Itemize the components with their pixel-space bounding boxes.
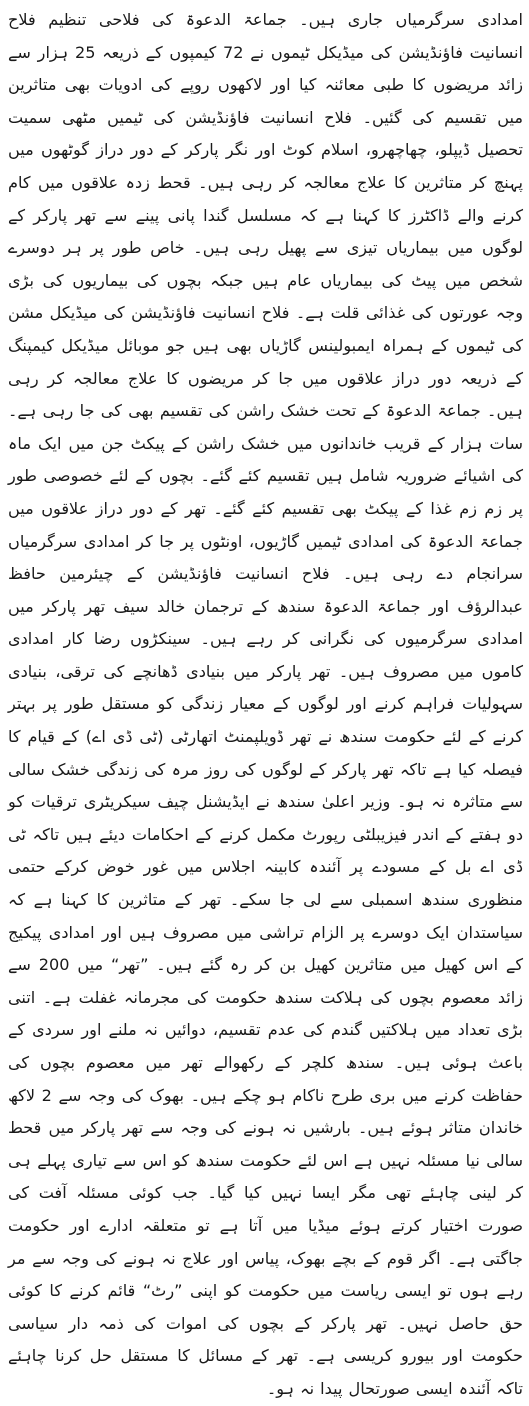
article-body-text: امدادی سرگرمیاں جاری ہیں۔ جماعۃ الدعوۃ کی فلاحی تنظیم فلاح انسانیت فاؤنڈیشن کی میڈیکل ٹیموں نے 72 کیمپوں کے ذریعہ 25 ہزار سے زائد مریضوں کا طبی معائنہ کیا اور لاکھوں روپے کی ادویات بھی متاثرین میں تقسیم کی گئیں۔ فلاح انسانیت فاؤنڈیشن کی ٹیمیں مٹھی سمیت تحصیل ڈیپلو، چھاچھرو، اسلام کوٹ اور نگر پارکر کے دور دراز گوٹھوں میں پہنچ کر متاثرین کا علاج معالجہ کر رہی ہیں۔ قحط زدہ علاقوں میں کام کرنے والے ڈاکٹرز کا کہنا ہے کہ مسلسل گندا پانی پینے سے تھر پارکر کے لوگوں میں بیماریاں تیزی سے پھیل رہی ہیں۔ خاص طور پر ہر دوسرے شخص میں پیٹ کی بیماریاں عام ہیں جبکہ بچوں کی بیماریوں کی بڑی وجہ عورتوں کی غذائی قلت ہے۔ فلاح انسانیت فاؤنڈیشن کی میڈیکل مشن کی ٹیموں کے ہمراہ ایمبولینس گاڑیاں بھی ہیں جو موبائل میڈیکل کیمپنگ کے ذریعہ دور دراز علاقوں میں جا کر مریضوں کا علاج معالجہ کر رہی ہیں۔ جماعۃ الدعوۃ کے تحت خشک راشن کی تقسیم بھی کی جا رہی ہے۔ سات ہزار کے قریب خاندانوں میں خشک راشن کے پیکٹ جن میں ایک ماہ کی اشیائے ضروریہ شامل ہیں تقسیم کئے گئے۔ بچوں کے لئے خصوصی طور پر زم زم غذا کے پیکٹ بھی تقسیم کئے گئے۔ تھر کے دور دراز علاقوں میں جماعۃ الدعوۃ کی امدادی ٹیمیں گاڑیوں، اونٹوں پر جا کر امدادی سرگرمیاں سرانجام دے رہی ہیں۔ فلاح انسانیت فاؤنڈیشن کے چیئرمین حافظ عبدالرؤف اور جماعۃ الدعوۃ سندھ کے ترجمان خالد سیف تھر پارکر میں امدادی سرگرمیوں کی نگرانی کر رہے ہیں۔ سینکڑوں رضا کار امدادی کاموں میں مصروف ہیں۔ تھر پارکر میں بنیادی ڈھانچے کی ترقی، بنیادی سہولیات فراہم کرنے اور لوگوں کے معیار زندگی کو مستقل طور پر بہتر کرنے کے لئے حکومت سندھ نے تھر ڈویلپمنٹ اتھارٹی (ٹی ڈی اے) کے قیام کا فیصلہ کیا ہے تاکہ تھر پارکر کے لوگوں کی روز مرہ کی زندگی خشک سالی سے متاثرہ نہ ہو۔ وزیر اعلیٰ سندھ نے ایڈیشنل چیف سیکریٹری ترقیات کو دو ہفتے کے اندر فیزیبلٹی رپورٹ مکمل کرنے کے احکامات دیئے ہیں تاکہ ٹی ڈی اے بل کے مسودے پر آئندہ کابینہ اجلاس میں غور خوض کرکے حتمی منظوری سندھ اسمبلی سے لی جا سکے۔ تھر کے متاثرین کا کہنا ہے کہ سیاستدان ایک دوسرے پر الزام تراشی میں مصروف ہیں اور امدادی پیکیج کے اس کھیل میں متاثرین کھیل بن کر رہ گئے ہیں۔ ”تھر“ میں 200 سے زائد معصوم بچوں کی ہلاکت سندھ حکومت کی مجرمانہ غفلت ہے۔ اتنی بڑی تعداد میں ہلاکتیں گندم کی عدم تقسیم، دوائیں نہ ملنے اور سردی کے باعث ہوئی ہیں۔ سندھ کلچر کے رکھوالے تھر میں معصوم بچوں کی حفاظت کرنے میں بری طرح ناکام ہو چکے ہیں۔ بھوک کی وجہ سے 2 لاکھ خاندان متاثر ہوئے ہیں۔ بارشیں نہ ہونے کی وجہ سے تھر پارکر میں قحط سالی نیا مسئلہ نہیں ہے اس لئے حکومت سندھ کو اس سے تیاری پہلے ہی کر لینی چاہئے تھی مگر ایسا نہیں کیا گیا۔ جب کوئی مسئلہ آفت کی صورت اختیار کرتے ہوئے میڈیا میں آتا ہے تو متعلقہ ادارے اور حکومت جاگتی ہے۔ اگر قوم کے بچے بھوک، پیاس اور علاج نہ ہونے کی وجہ سے مر رہے ہوں تو ایسی ریاست میں حکومت کو اپنی ”رٹ“ قائم کرنے کا کوئی حق حاصل نہیں۔ تھر پارکر کے بچوں کی اموات کی ذمہ دار سیاسی حکومت اور بیورو کریسی ہے۔ تھر کے مسائل کا مستقل حل کرنا چاہئے تاکہ آئندہ ایسی صورتحال پیدا نہ ہو۔ (8, 10, 524, 1398)
